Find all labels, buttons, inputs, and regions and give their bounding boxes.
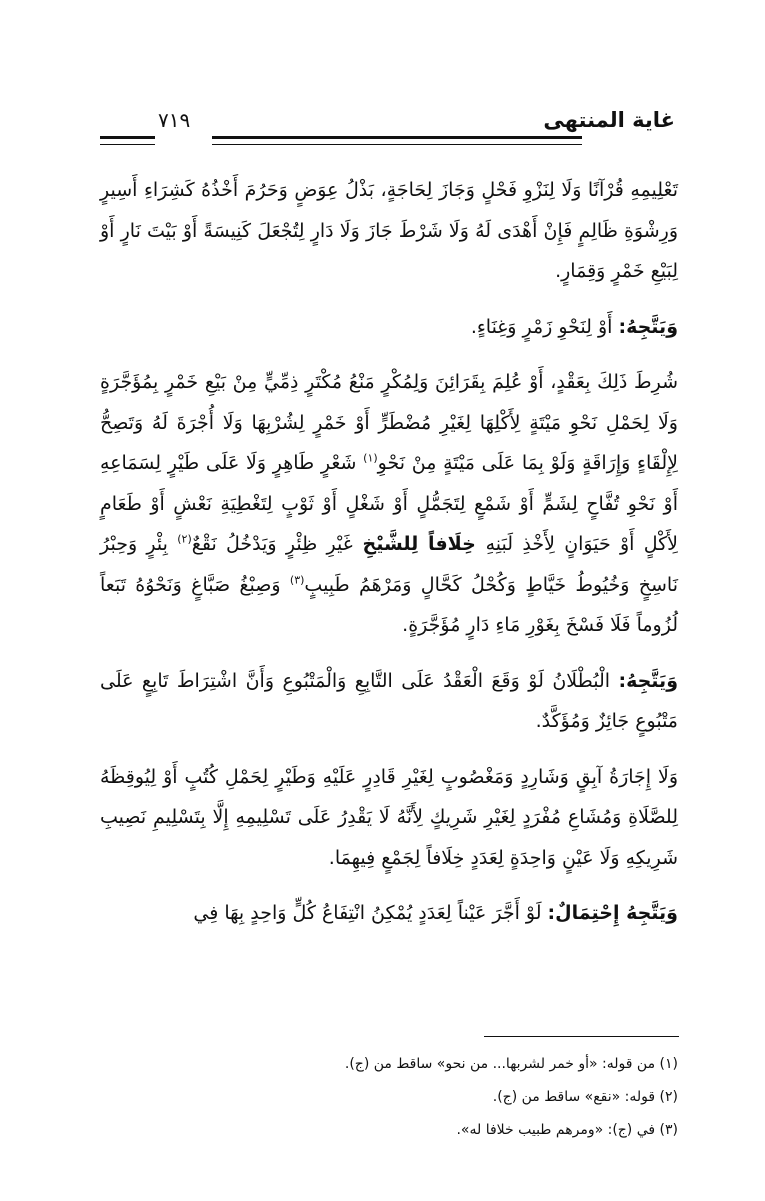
paragraph-1 bbox=[100, 170, 678, 292]
paragraph-3-text-5: وَصِبْغُ صَبَّاغٍ وَنَحْوُهُ تَبَعاً لُزُوماً فَلَا فَسْخَ بِغَوْرِ مَاءِ دَارٍ مُؤَجَّرَةٍ. bbox=[100, 573, 678, 636]
running-header bbox=[100, 108, 675, 158]
footnotes bbox=[100, 1048, 678, 1147]
paragraph-3 bbox=[100, 362, 678, 646]
paragraph-1-text: تَعْلِيمِهِ قُرْآنًا وَلَا لِنَزْوِ فَحْلٍ وَجَازَ لِحَاجَةٍ، بَذْلُ عِوَضٍ وَحَرُمَ أَخْذُهُ كَشِرَاءِ أَسِيرٍ وَرِشْوَةِ ظَالِمٍ فَإِنْ أَهْدَى لَهُ وَلَا شَرْطَ جَازَ وَلَا دَارٍ لِتُجْعَلَ كَنِيسَةً أَوْ بَيْتَ نَارٍ أَوْ لِبَيْعِ خَمْرٍ وَقِمَارٍ. bbox=[100, 179, 678, 282]
header-rule-left bbox=[100, 136, 155, 145]
paragraph-3-text-2: شَعْرٍ طَاهِرٍ وَلَا عَلَى طَيْرٍ لِسَمَاعِهِ أَوْ نَحْوِ تُفَّاحٍ لِشَمٍّ أَوْ شَمْعٍ لِتَجَمُّلٍ أَوْ شَغْلٍ أَوْ ثَوْبٍ لِتَغْطِيَةِ نَعْشٍ أَوْ طَعَامٍ لِأَكْلٍ أَوْ حَيَوَانٍ لِأَخْذِ لَبَنِهِ bbox=[100, 452, 679, 555]
footnote-3: (٣) في (ج): «ومرهم طبيب خلافا له». bbox=[456, 1122, 678, 1138]
paragraph-5 bbox=[100, 757, 678, 879]
book-title: غاية المنتهى bbox=[543, 108, 675, 132]
footnote-ref-1: (١) bbox=[363, 451, 378, 465]
main-text bbox=[100, 170, 678, 934]
paragraph-6-lead: وَيَتَّجِهُ إِحْتِمَالٌ: bbox=[547, 902, 678, 924]
paragraph-2-text: أَوْ لِنَحْوِ زَمْرٍ وَغِنَاءٍ. bbox=[470, 315, 619, 338]
paragraph-5-text: وَلَا إِجَارَةُ آبِقٍ وَشَارِدٍ وَمَغْصُوبٍ لِغَيْرِ قَادِرٍ عَلَيْهِ وَطَيْرٍ لِحَمْلِ كُتُبٍ أَوْ لِيُوقِظَهُ لِلصَّلَاةِ وَمُشَاعِ مُفْرَدٍ لِغَيْرِ شَرِيكٍ لِأَنَّهُ لَا يَقْدِرُ عَلَى تَسْلِيمِهِ إِلَّا بِتَسْلِيمِ نَصِيبِ شَرِيكِهِ وَلَا عَيْنٍ وَاحِدَةٍ لِعَدَدٍ خِلَافاً لِجَمْعٍ فِيهِمَا. bbox=[100, 765, 678, 869]
paragraph-2 bbox=[100, 307, 678, 348]
paragraph-4 bbox=[100, 661, 678, 742]
paragraph-2-lead: وَيَتَّجِهُ: bbox=[618, 315, 678, 338]
paragraph-3-text: شُرِطَ ذَلِكَ بِعَقْدٍ، أَوْ عُلِمَ بِقَرَائِنَ وَلِمُكْرٍ مَنْعُ مُكْتَرٍ ذِمِّيٍّ مِنْ بَيْعِ خَمْرٍ بِمُؤَجَّرَةٍ وَلَا لِحَمْلِ نَحْوِ مَيْتَةٍ لِأَكْلِهَا لِغَيْرِ مُضْطَرٍّ أَوْ خَمْرٍ لِشُرْبِهَا وَلَا أُجْرَةَ لَهُ وَتَصِحُّ لِإِلْقَاءٍ وَإِرَاقَةٍ وَلَوْ بِمَا عَلَى مَيْتَةٍ مِنْ نَحْوِ bbox=[100, 371, 678, 474]
paragraph-3-bold-phrase: خِلَافاً لِلشَّيْخِ bbox=[352, 533, 486, 555]
footnote-ref-3: (٣) bbox=[289, 573, 305, 587]
footnote-ref-2: (٢) bbox=[177, 532, 192, 546]
header-rule-right bbox=[212, 136, 582, 145]
footnote-2: (٢) قوله: «نقع» ساقط من (ج). bbox=[492, 1089, 678, 1105]
paragraph-4-lead: وَيَتَّجِهُ: bbox=[618, 669, 678, 692]
paragraph-3-text-4: بِئْرٍ وَحِبْرُ نَاسِخٍ وَخُيُوطُ خَيَّاطٍ وَكُحْلُ كَحَّالٍ وَمَرْهَمُ طَبِيبٍ bbox=[100, 533, 679, 596]
paragraph-4-text: الْبُطْلَانُ لَوْ وَقَعَ الْعَقْدُ عَلَى التَّابِعِ وَالْمَتْبُوعِ وَأَنَّ اشْتِرَاطَ تَابِعٍ عَلَى مَتْبُوعٍ جَائِزٌ وَمُؤَكَّدٌ. bbox=[100, 669, 678, 732]
footnote-1: (١) من قوله: «أو خمر لشربها... من نحو» ساقط من (ج). bbox=[344, 1056, 678, 1072]
paragraph-6 bbox=[100, 893, 678, 934]
footnote-separator bbox=[484, 1036, 679, 1037]
paragraph-3-text-3: غَيْرِ ظِئْرٍ وَيَدْخُلُ نَقْعٌ bbox=[191, 533, 353, 555]
paragraph-6-text: لَوْ أَجَّرَ عَيْناً لِعَدَدٍ يُمْكِنُ انْتِفَاعُ كُلٍّ وَاحِدٍ بِهَا فِي bbox=[193, 902, 548, 924]
page-number: ٧١٩ bbox=[158, 108, 191, 132]
